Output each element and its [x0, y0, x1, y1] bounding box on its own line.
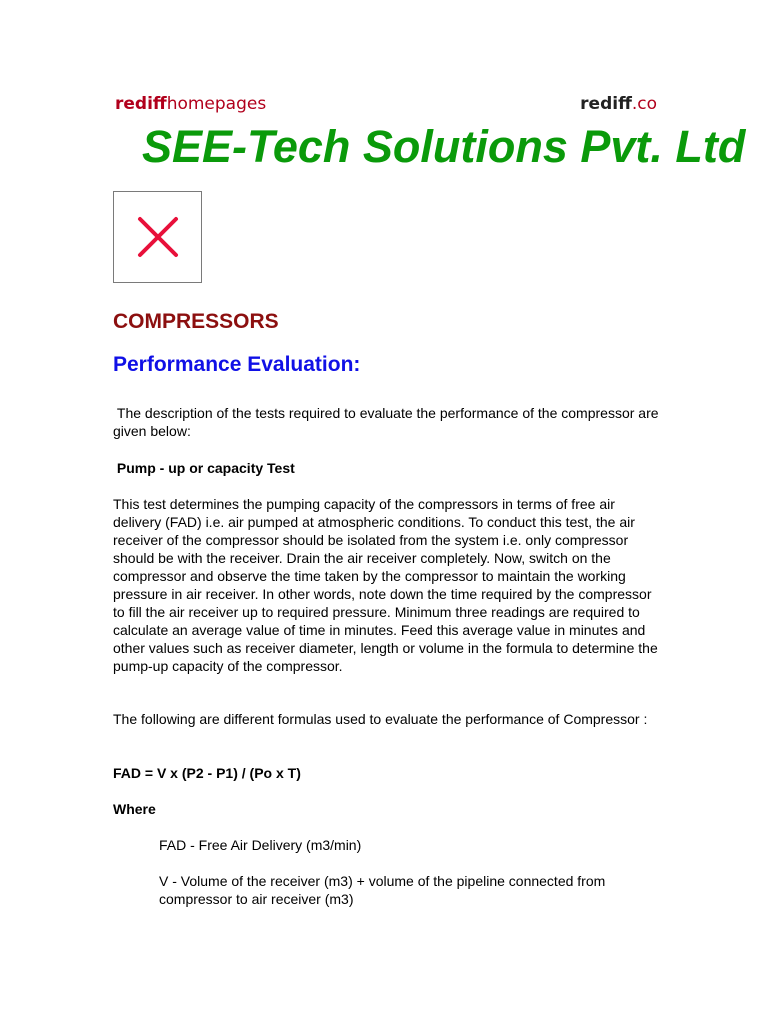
- section-title: COMPRESSORS: [113, 310, 279, 333]
- rediff-co-logo[interactable]: [580, 92, 657, 116]
- test-heading: Pump - up or capacity Test: [113, 460, 295, 476]
- test-description-paragraph: This test determines the pumping capacity of the compressors in terms of free air delivery (FAD) i.e. air pumped at atmospheric conditions. To conduct this test, the air receiver of the compressor should be isolated from the system i.e. only compressor should be with the receiver. Drain the air receiver completely. Now, switch on the compressor and observe the time taken by the compressor to maintain the working pressure in air receiver. In other words, note down the time required by the compressor to fill the air receiver up to required pressure. Minimum three readings are required to calculate an average value of time in minutes. Feed this average value in minutes and other values such as receiver diameter, length or volume in the formula to determine the pump-up capacity of the compressor.: [113, 496, 658, 674]
- where-label: Where: [113, 801, 156, 817]
- definition-volume: V - Volume of the receiver (m3) + volume of the pipeline connected from compressor to air receiver (m3): [159, 873, 606, 907]
- company-title: SEE-Tech Solutions Pvt. Ltd: [142, 121, 746, 172]
- logo-word-co: .co: [631, 94, 657, 114]
- rediff-homepages-logo[interactable]: [115, 92, 266, 116]
- formulas-intro-paragraph: The following are different formulas used to evaluate the performance of Compressor :: [113, 711, 648, 727]
- intro-paragraph: The description of the tests required to evaluate the performance of the compressor are given below:: [113, 405, 663, 439]
- logo-word-homepages: homepages: [166, 94, 267, 114]
- broken-image-icon: [136, 215, 180, 259]
- fad-formula: FAD = V x (P2 - P1) / (Po x T): [113, 765, 301, 781]
- rediff-banner: [113, 92, 659, 118]
- broken-image-placeholder: [113, 191, 202, 283]
- logo-word-rediff-right: rediff: [580, 94, 632, 114]
- logo-word-rediff: rediff: [115, 94, 167, 114]
- definition-fad: FAD - Free Air Delivery (m3/min): [159, 837, 362, 853]
- subsection-title: Performance Evaluation:: [113, 353, 361, 376]
